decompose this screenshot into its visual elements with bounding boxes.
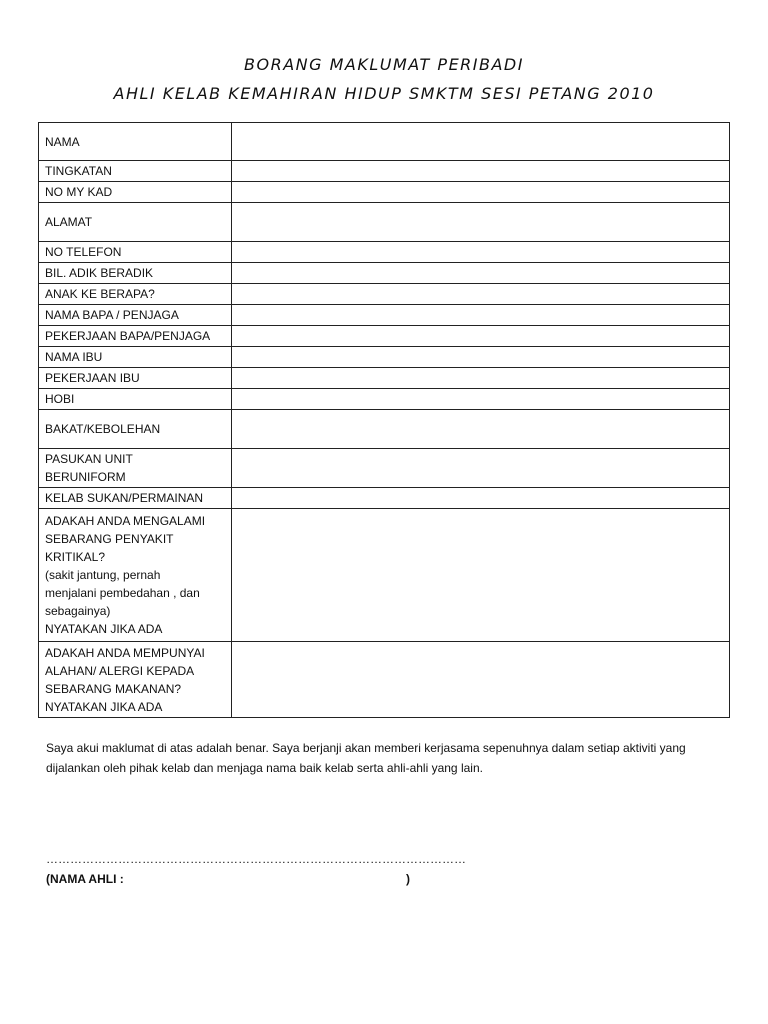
field-label: NAMA xyxy=(39,123,232,161)
field-label: PEKERJAAN BAPA/PENJAGA xyxy=(39,326,232,347)
field-label: PEKERJAAN IBU xyxy=(39,368,232,389)
row-penyakit-kritikal xyxy=(39,509,730,642)
pasukan-unit-field[interactable] xyxy=(232,449,730,488)
row-nama xyxy=(39,123,730,161)
field-label: BIL. ADIK BERADIK xyxy=(39,263,232,284)
personal-info-table xyxy=(38,122,730,718)
row-nama-bapa xyxy=(39,305,730,326)
nama-bapa-field[interactable] xyxy=(232,305,730,326)
tingkatan-field[interactable] xyxy=(232,161,730,182)
nama-ibu-field[interactable] xyxy=(232,347,730,368)
row-anak-ke-berapa xyxy=(39,284,730,305)
row-alahan-makanan xyxy=(39,642,730,718)
field-label: TINGKATAN xyxy=(39,161,232,182)
field-label: NAMA BAPA / PENJAGA xyxy=(39,305,232,326)
form-subtitle: AHLI KELAB KEMAHIRAN HIDUP SMKTM SESI PETANG 2010 xyxy=(113,84,655,103)
field-label: NAMA IBU xyxy=(39,347,232,368)
no-telefon-field[interactable] xyxy=(232,242,730,263)
kelab-sukan-field[interactable] xyxy=(232,488,730,509)
row-bil-adik-beradik xyxy=(39,263,730,284)
anak-ke-berapa-field[interactable] xyxy=(232,284,730,305)
no-my-kad-field[interactable] xyxy=(232,182,730,203)
field-label: ADAKAH ANDA MEMPUNYAI ALAHAN/ ALERGI KEPADA SEBARANG MAKANAN? NYATAKAN JIKA ADA xyxy=(39,642,232,718)
field-label: NO MY KAD xyxy=(39,182,232,203)
row-nama-ibu xyxy=(39,347,730,368)
row-tingkatan xyxy=(39,161,730,182)
row-pekerjaan-bapa xyxy=(39,326,730,347)
signature-line: …………………………………………………………………………………………… xyxy=(46,852,466,866)
pekerjaan-ibu-field[interactable] xyxy=(232,368,730,389)
row-kelab-sukan xyxy=(39,488,730,509)
alamat-field[interactable] xyxy=(232,203,730,242)
row-no-my-kad xyxy=(39,182,730,203)
pekerjaan-bapa-field[interactable] xyxy=(232,326,730,347)
row-alamat xyxy=(39,203,730,242)
field-label: HOBI xyxy=(39,389,232,410)
bil-adik-beradik-field[interactable] xyxy=(232,263,730,284)
field-label: ANAK KE BERAPA? xyxy=(39,284,232,305)
form-title: BORANG MAKLUMAT PERIBADI xyxy=(244,55,524,74)
row-no-telefon xyxy=(39,242,730,263)
alahan-makanan-field[interactable] xyxy=(232,642,730,718)
row-hobi xyxy=(39,389,730,410)
signature-label: (NAMA AHLI : xyxy=(46,872,124,886)
field-label: KELAB SUKAN/PERMAINAN xyxy=(39,488,232,509)
nama-field[interactable] xyxy=(232,123,730,161)
field-label: ADAKAH ANDA MENGALAMI SEBARANG PENYAKIT KRITIKAL? (sakit jantung, pernah menjalani pembedahan , dan sebagainya) NYATAKAN JIKA ADA xyxy=(39,509,232,642)
signature-close-paren: ) xyxy=(406,872,410,886)
hobi-field[interactable] xyxy=(232,389,730,410)
field-label: BAKAT/KEBOLEHAN xyxy=(39,410,232,449)
field-label: NO TELEFON xyxy=(39,242,232,263)
row-bakat xyxy=(39,410,730,449)
penyakit-kritikal-field[interactable] xyxy=(232,509,730,642)
row-pekerjaan-ibu xyxy=(39,368,730,389)
bakat-field[interactable] xyxy=(232,410,730,449)
row-pasukan-unit xyxy=(39,449,730,488)
field-label: PASUKAN UNIT BERUNIFORM xyxy=(39,449,232,488)
declaration-text: Saya akui maklumat di atas adalah benar. Saya berjanji akan memberi kerjasama sepenuhnya dalam setiap aktiviti yang dijalankan oleh pihak kelab dan menjaga nama baik kelab serta ahli-ahli yang lain. xyxy=(46,741,686,775)
field-label: ALAMAT xyxy=(39,203,232,242)
